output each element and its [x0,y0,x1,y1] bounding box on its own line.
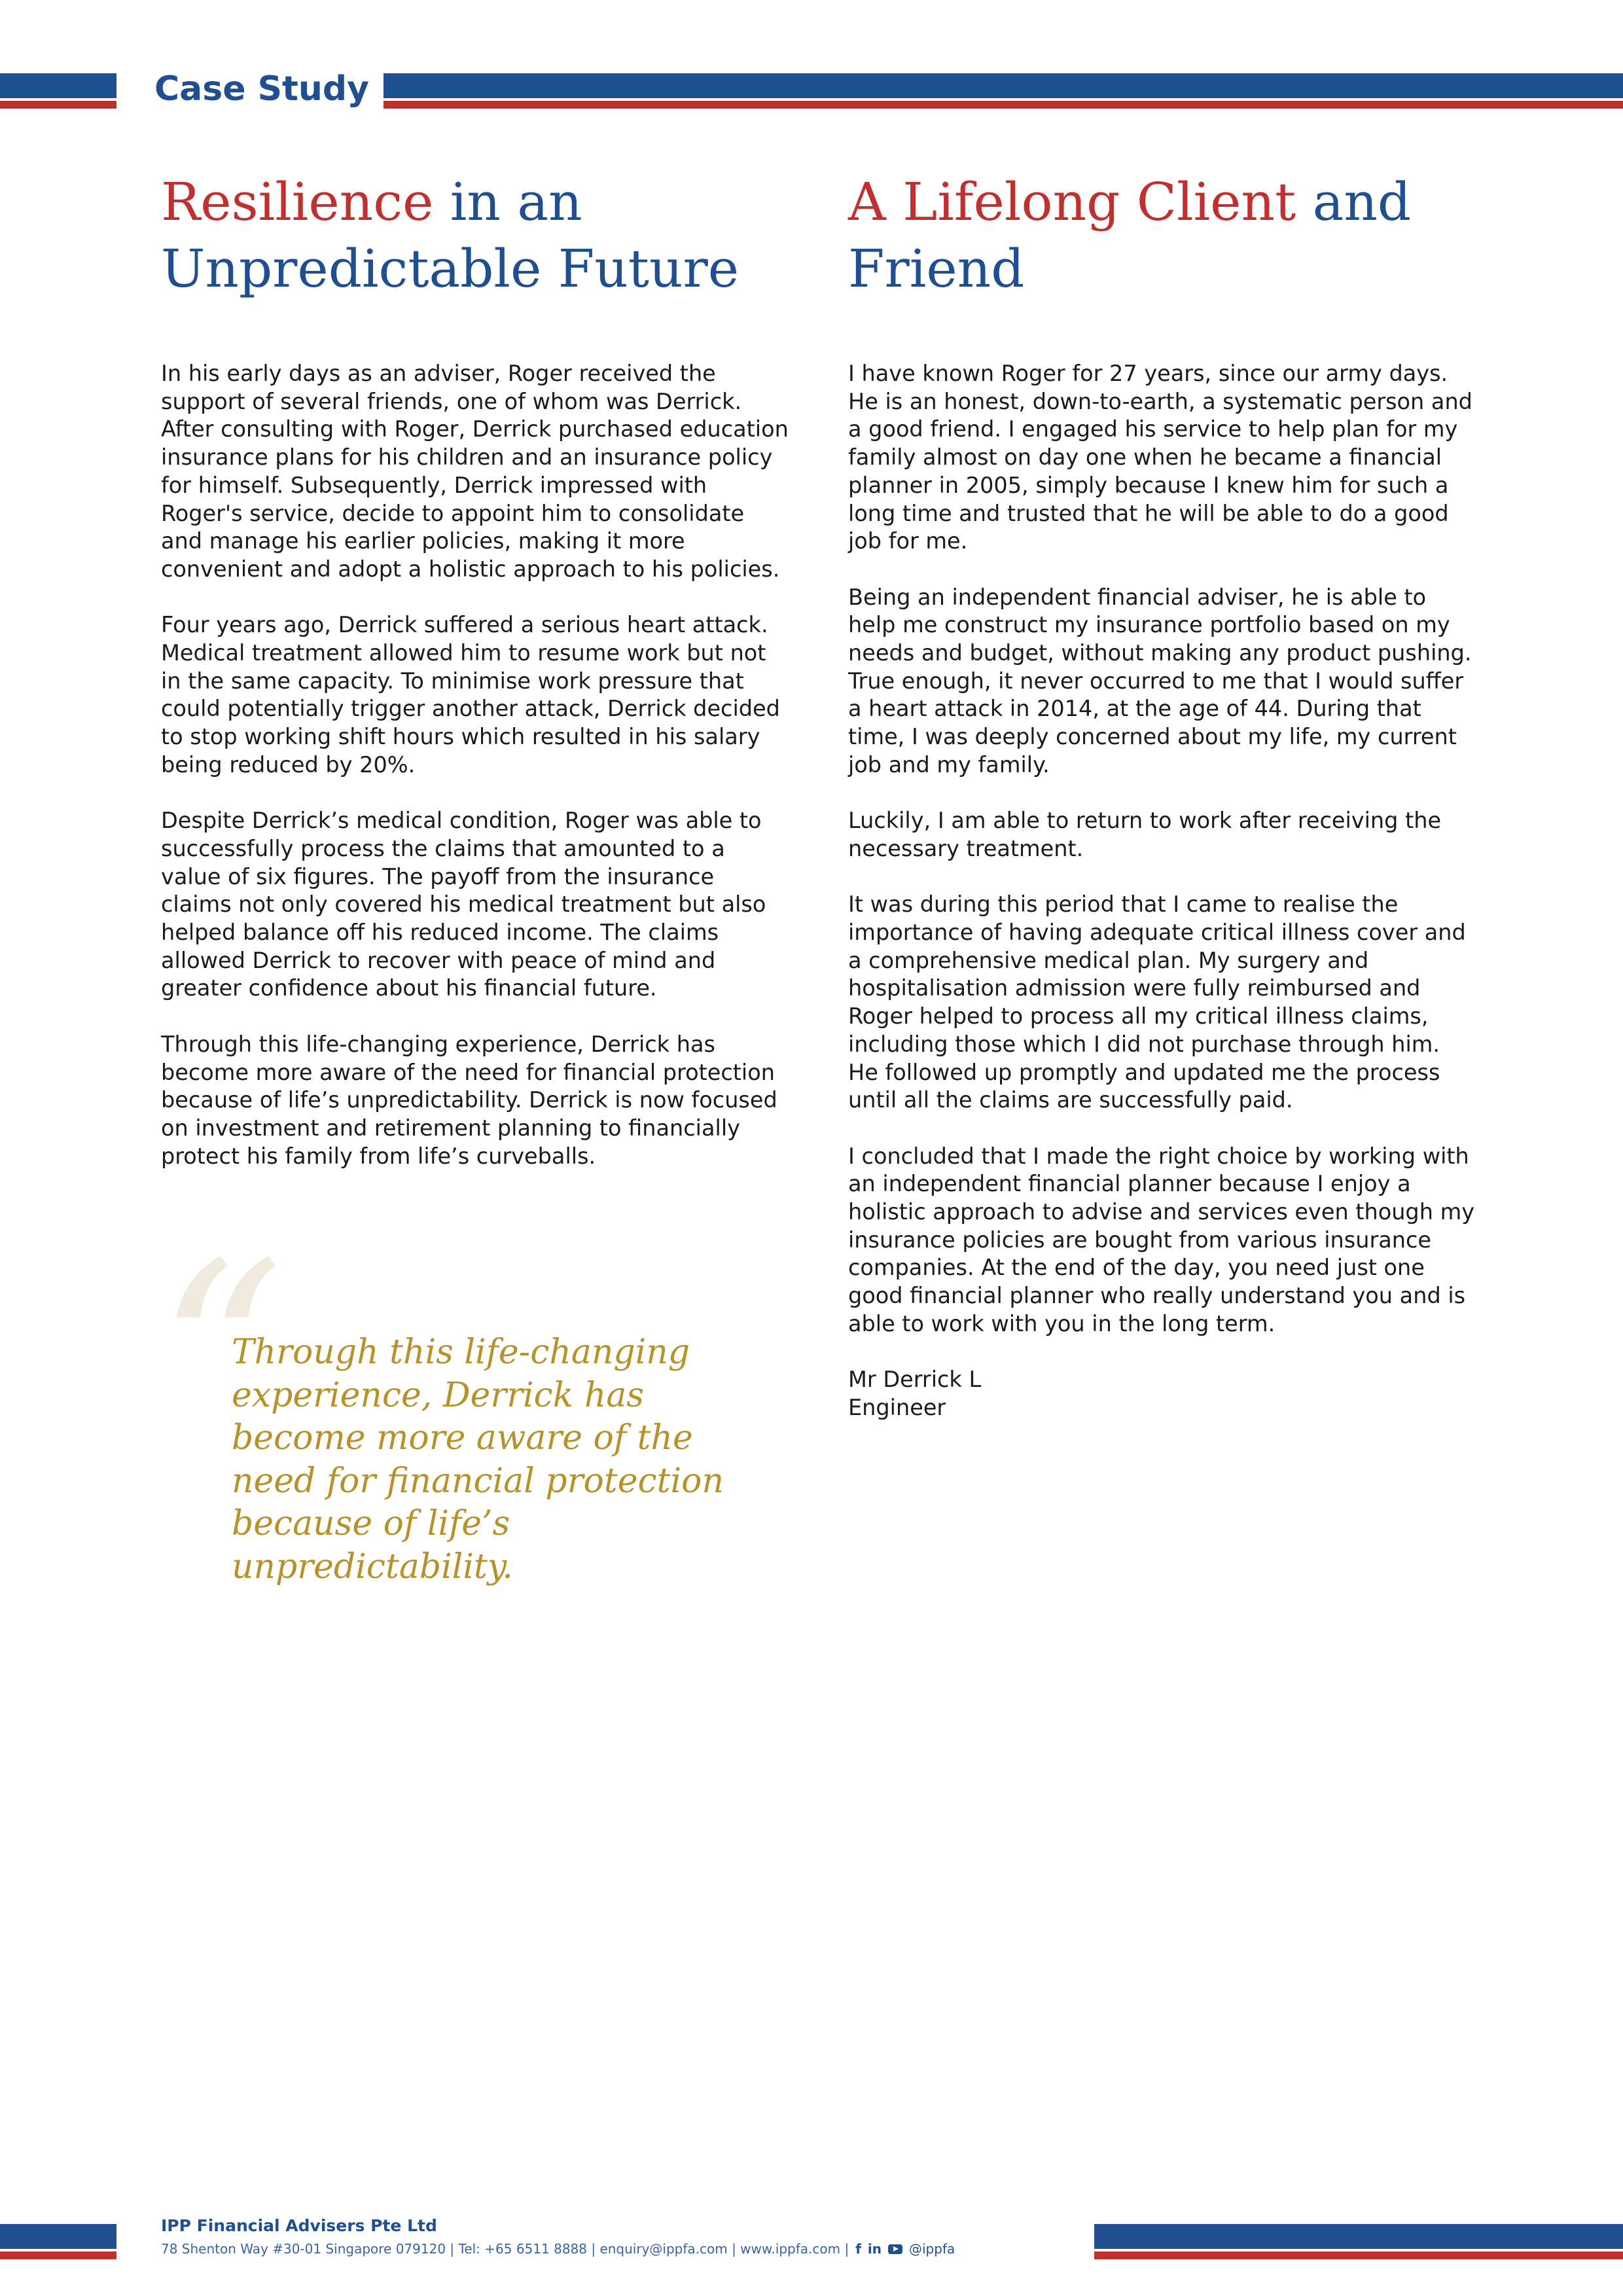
header-band-right [383,73,1623,109]
footer-band-left [0,2224,116,2259]
social-links [855,2241,955,2257]
linkedin-icon[interactable]: in [867,2241,882,2257]
right-paragraph: Luckily, I am able to return to work after receiving the necessary treatment. [848,808,1442,861]
footer-company-name: IPP Financial Advisers Pte Ltd [161,2216,437,2235]
right-article-body [848,360,1476,1422]
section-label: Case Study [154,69,370,109]
left-paragraph: Through this life-changing experience, Derrick has become more aware of the need for financial protection because of life’s unpredictability. Derrick is now focused on investment and retirement planning to financially protect his family from life’s curveballs. [161,1031,777,1169]
footer-contact-line [161,2241,955,2257]
right-paragraph: I concluded that I made the right choice by working with an independent financial planner because I enjoy a holistic approach to advise and services even though my insurance policies are bought from various insurance companies. At the end of the day, you need just one good financial planner who really understand you and is able to work with you in the long term. [848,1143,1475,1336]
youtube-icon[interactable] [888,2244,902,2254]
left-headline-accent: Resilience [161,171,434,232]
quote-mark-icon: “ [157,1210,285,1499]
left-article-body [161,360,789,1198]
pullquote: Through this life-changing experience, Derrick has become more aware of the need for financial protection because of life’s unpredictability. [232,1333,724,1587]
right-paragraph: Being an independent financial adviser, he is able to help me construct my insurance portfolio based on my needs and budget, without making any product pushing. True enough, it never occurred to me that I would suffer a heart attack in 2014, at the age of 44. During that time, I was deeply concerned about my life, my current job and my family. [848,584,1472,778]
social-handle[interactable]: @ippfa [909,2241,955,2257]
left-paragraph: Four years ago, Derrick suffered a serious heart attack. Medical treatment allowed him to resume work but not in the same capacity. To minimise work pressure that could potentially trigger another attack, Derrick decided to stop working shift hours which resulted in his salary being reduced by 20%. [161,612,780,778]
right-paragraph: I have known Roger for 27 years, since our army days. He is an honest, down-to-earth, a systematic person and a good friend. I engaged his service to help plan for my family almost on day one when he became a financial planner in 2005, simply because I knew him for such a long time and trusted that he will be able to do a good job for me. [848,361,1472,554]
right-headline-accent: A Lifelong Client [848,171,1296,232]
footer-contact-text: 78 Shenton Way #30-01 Singapore 079120 | Tel: +65 6511 8888 | enquiry@ippfa.com | www.ippfa.com | [161,2241,849,2257]
left-paragraph: In his early days as an adviser, Roger received the support of several friends, one of whom was Derrick. After consulting with Roger, Derrick purchased education insurance plans for his children and an insurance policy for himself. Subsequently, Derrick impressed with Roger's service, decide to appoint him to consolidate and manage his earlier policies, making it more convenient and adopt a holistic approach to his policies. [161,361,789,582]
header-band-left [0,73,116,109]
left-headline-rest: in an Unpredictable Future [161,171,740,299]
facebook-icon[interactable]: f [855,2241,861,2257]
right-paragraph: It was during this period that I came to realise the importance of having adequate critical illness cover and a comprehensive medical plan. My surgery and hospitalisation admission were fully reimbursed and Roger helped to process all my critical illness claims, including those which I did not purchase through him. He followed up promptly and updated me the process until all the claims are successfully paid. [848,891,1466,1113]
signature-name: Mr Derrick L [848,1367,982,1393]
right-headline-rest: and Friend [848,171,1412,299]
signature-title: Engineer [848,1394,946,1420]
right-headline [848,169,1503,302]
left-headline [161,169,815,302]
left-paragraph: Despite Derrick’s medical condition, Roger was able to successfully process the claims that amounted to a value of six figures. The payoff from the insurance claims not only covered his medical treatment but also helped balance off his reduced income. The claims allowed Derrick to recover with peace of mind and greater confidence about his financial future. [161,808,766,1001]
footer-band-right [1094,2224,1623,2259]
